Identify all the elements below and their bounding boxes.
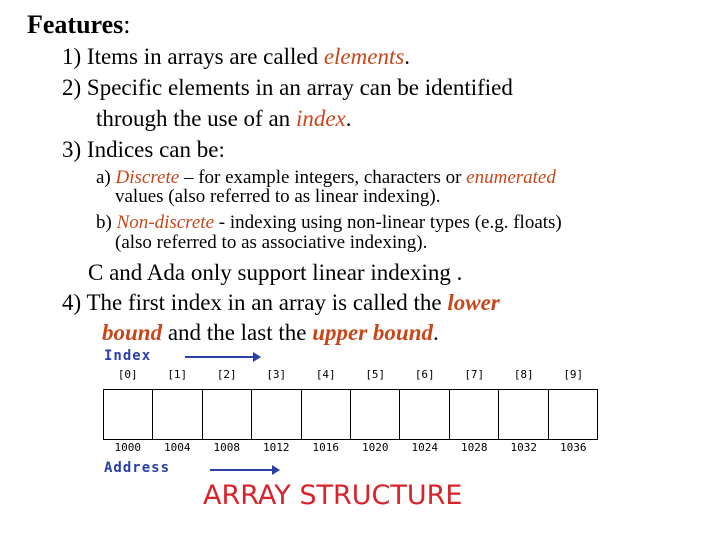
item-1 [62, 42, 410, 72]
item-1-end: . [404, 44, 411, 69]
address-label-item: 1004 [164, 441, 191, 454]
item-4-emphasis-lower: lower [447, 290, 500, 315]
item-2-end: . [345, 106, 352, 131]
sub-a-text: – for example integers, characters or [179, 167, 467, 188]
item-2-line-2 [96, 104, 352, 134]
address-label-item: 1012 [263, 441, 290, 454]
sub-b-emphasis: Non-discrete [116, 212, 215, 233]
array-cell [549, 390, 597, 439]
item-4-emphasis-upper-bound: upper bound [312, 320, 433, 345]
index-label-item: [8] [513, 368, 534, 381]
sub-item-a-line-2: values (also referred to as linear indexing). [115, 186, 441, 207]
index-arrow-icon [183, 350, 263, 364]
title-colon: : [123, 10, 131, 39]
array-cell [351, 390, 400, 439]
array-cell [153, 390, 202, 439]
array-cells [103, 389, 598, 440]
item-2-emphasis: index [295, 106, 346, 131]
note-text: C and Ada only support linear indexing . [88, 260, 463, 285]
item-4-line-2 [102, 318, 439, 348]
address-label-item: 1036 [560, 441, 587, 454]
address-label-item: 1028 [461, 441, 488, 454]
array-structure-caption: ARRAY STRUCTURE [203, 480, 463, 511]
address-label-item: 1000 [114, 441, 141, 454]
index-label-item: [3] [266, 368, 287, 381]
sub-a-emphasis: Discrete [115, 167, 180, 188]
array-cell [252, 390, 301, 439]
sub-b-prefix: b) [96, 212, 117, 233]
title-text: Features [27, 10, 124, 39]
array-cell [450, 390, 499, 439]
array-cell [302, 390, 351, 439]
slide-title [27, 8, 131, 42]
item-4-text: 4) The first index in an array is called the [62, 290, 448, 315]
item-2-text: through the use of an [96, 106, 296, 131]
sub-b-text: - indexing using non-linear types (e.g. floats) [214, 212, 562, 233]
item-4-emphasis-bound: bound [102, 320, 163, 345]
index-label-item: [0] [117, 368, 138, 381]
sub-item-b-line-1 [96, 212, 562, 234]
item-4-line-1 [62, 288, 500, 318]
sub-a-emphasis-2: enumerated [466, 167, 556, 188]
item-1-emphasis: elements [323, 44, 405, 69]
index-label-item: [9] [563, 368, 584, 381]
index-label-item: [4] [315, 368, 336, 381]
index-label-item: [6] [414, 368, 435, 381]
sub-item-b-line-2: (also referred to as associative indexing). [115, 232, 428, 253]
item-3: 3) Indices can be: [62, 137, 225, 162]
index-label-item: [2] [216, 368, 237, 381]
index-label: Index [104, 348, 152, 364]
address-label-item: 1020 [362, 441, 389, 454]
index-label-item: [1] [167, 368, 188, 381]
index-label-item: [7] [464, 368, 485, 381]
index-label-item: [5] [365, 368, 386, 381]
item-1-text: 1) Items in arrays are called [62, 44, 324, 69]
address-label-item: 1024 [411, 441, 438, 454]
item-4-mid: and the last the [162, 320, 313, 345]
item-4-end: . [433, 320, 439, 345]
item-2-line-1: 2) Specific elements in an array can be identified [62, 75, 513, 100]
address-label-item: 1016 [312, 441, 339, 454]
array-cell [203, 390, 252, 439]
sub-a-prefix: a) [96, 167, 116, 188]
array-cell [499, 390, 548, 439]
address-arrow-icon [208, 463, 288, 477]
array-cell [104, 390, 153, 439]
address-label-item: 1032 [510, 441, 537, 454]
address-label-item: 1008 [213, 441, 240, 454]
array-cell [400, 390, 449, 439]
address-label: Address [104, 460, 171, 476]
